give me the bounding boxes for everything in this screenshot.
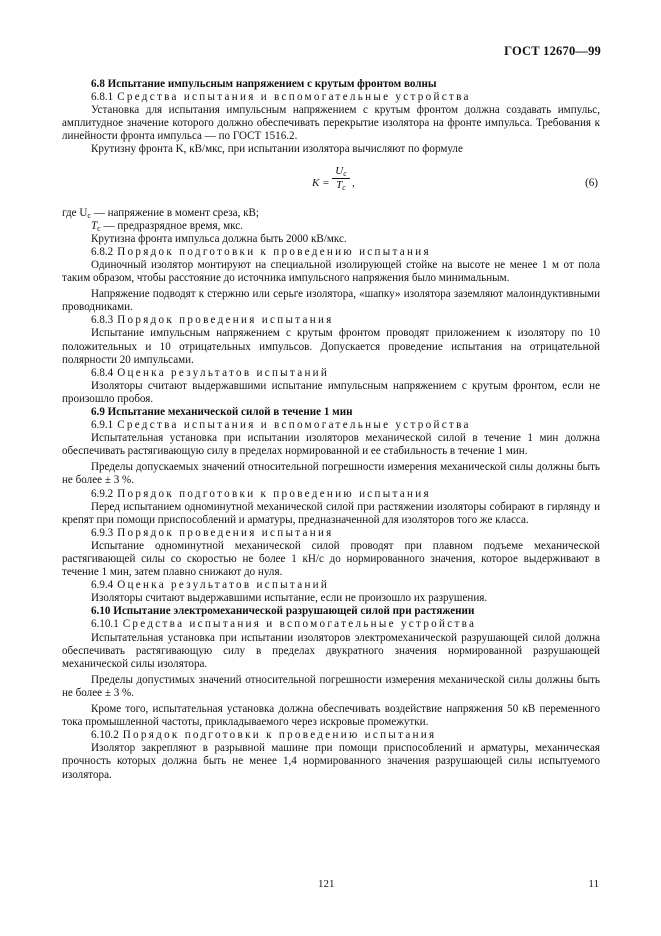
subsection-6-8-4: 6.8.4 Оценка результатов испытаний xyxy=(91,366,330,379)
section-6-8-title: 6.8 Испытание импульсным напряжением с крутым фронтом волны xyxy=(91,78,437,90)
paragraph: Установка для испытания импульсным напряжением с крутым фронтом должна создавать импульс, амплитудное значение которого должно обеспечивать перекрытие изолятора на фронте импульса. Требования к линейности фронта импульса — по ГОСТ 1516.2. xyxy=(62,104,600,143)
section-6-10-title: 6.10 Испытание электромеханической разрушающей силой при растяжении xyxy=(91,605,475,618)
paragraph: Испытание одноминутной механической силой проводят при плавном подъеме механической растягивающей силы со скоростью не более 1 кН/с до нормированного значения, которое выдерживают в течение 1 мин, затем плавно снижают до нуля. xyxy=(62,539,600,579)
paragraph: Испытательная установка при испытании изоляторов механической силой в течение 1 мин должна обеспечивать растягивающую силу в пределах нормированной и ее стабильность в течение 1 мин. xyxy=(62,432,600,458)
formula-fraction: $U_с$ $T_с$ xyxy=(332,165,350,192)
subsection-6-9-4: 6.9.4 Оценка результатов испытаний xyxy=(91,579,330,592)
paragraph: Изоляторы считают выдержавшими испытание импульсным напряжением с крутым фронтом, если не произошло пробоя. xyxy=(62,379,600,405)
paragraph: Крутизну фронта K, кВ/мкс, при испытании изолятора вычисляют по формуле xyxy=(91,143,463,156)
subsection-6-10-2: 6.10.2 Порядок подготовки к проведению испытания xyxy=(91,729,437,742)
formula-number: (6) xyxy=(585,176,598,189)
paragraph: Крутизна фронта импульса должна быть 2000 кВ/мкс. xyxy=(91,232,347,245)
section-6-9-title: 6.9 Испытание механической силой в течение 1 мин xyxy=(91,405,353,418)
paragraph: Пределы допустимых значений относительной погрешности измерения механической силы должны быть не более ± 3 %. xyxy=(62,673,600,699)
page-body xyxy=(62,78,600,782)
paragraph: Испытательная установка при испытании изоляторов электромеханической разрушающей силой должна обеспечивать растягивающую силу в пределах двукратного значения нормированной разрушающей механической силы изолятора. xyxy=(62,631,600,670)
subsection-6-9-2: 6.9.2 Порядок подготовки к проведению испытания xyxy=(91,487,431,500)
subsection-6-8-1: 6.8.1 Средства испытания и вспомогательные устройства xyxy=(91,91,471,104)
subsection-6-8-2: 6.8.2 Порядок подготовки к проведению испытания xyxy=(91,245,431,258)
page-number-right: 11 xyxy=(588,878,599,890)
paragraph: Перед испытанием одноминутной механической силой при растяжении изоляторы собирают в гирлянду и крепят при помощи приспособлений и арматуры, предназначенной для изоляторов того же класса. xyxy=(62,500,600,526)
paragraph: Напряжение подводят к стержню или серьге изолятора, «шапку» изолятора заземляют малоиндуктивными проводниками. xyxy=(62,288,600,314)
formula-legend-uc: где $U_с$ — напряжение в момент среза, кВ; xyxy=(62,206,260,220)
paragraph: Изоляторы считают выдержавшими испытание, если не произошло их разрушения. xyxy=(91,592,488,605)
paragraph: Пределы допускаемых значений относительной погрешности измерения механической силы должны быть не более ± 3 %. xyxy=(62,461,600,487)
page-number-center: 121 xyxy=(318,878,335,890)
formula-legend-tc: $T_с$ — предразрядное время, мкс. xyxy=(91,219,243,233)
paragraph: Кроме того, испытательная установка должна обеспечивать воздействие напряжения 50 кВ переменного тока промышленной частоты, прикладываемого через искровые промежутки. xyxy=(62,703,600,729)
subsection-6-8-3: 6.8.3 Порядок проведения испытания xyxy=(91,314,334,327)
paragraph: Испытание импульсным напряжением с крутым фронтом проводят приложением к изолятору по 10 положительных и 10 отрицательных импульсов. Допускается проведение испытания на отрицательной полярности 20 импульсами. xyxy=(62,327,600,366)
paragraph: Изолятор закрепляют в разрывной машине при помощи приспособлений и арматуры, механическая прочность которых должна быть не менее 1,4 нормированного значения разрушающей силы испытуемого изолятора. xyxy=(62,742,600,781)
subsection-6-9-1: 6.9.1 Средства испытания и вспомогательные устройства xyxy=(91,419,471,432)
document-code-header: ГОСТ 12670—99 xyxy=(504,44,601,58)
paragraph: Одиночный изолятор монтируют на специальной изолирующей стойке на высоте не менее 1 м от пола таким образом, чтобы расстояние до источника импульсного напряжения было минимальным. xyxy=(62,258,600,285)
formula-lhs: K = xyxy=(312,176,330,189)
subsection-6-9-3: 6.9.3 Порядок проведения испытания xyxy=(91,526,334,539)
formula-6: K = $U_с$ $T_с$ , (6) xyxy=(312,164,598,192)
subsection-6-10-1: 6.10.1 Средства испытания и вспомогательные устройства xyxy=(91,618,477,631)
